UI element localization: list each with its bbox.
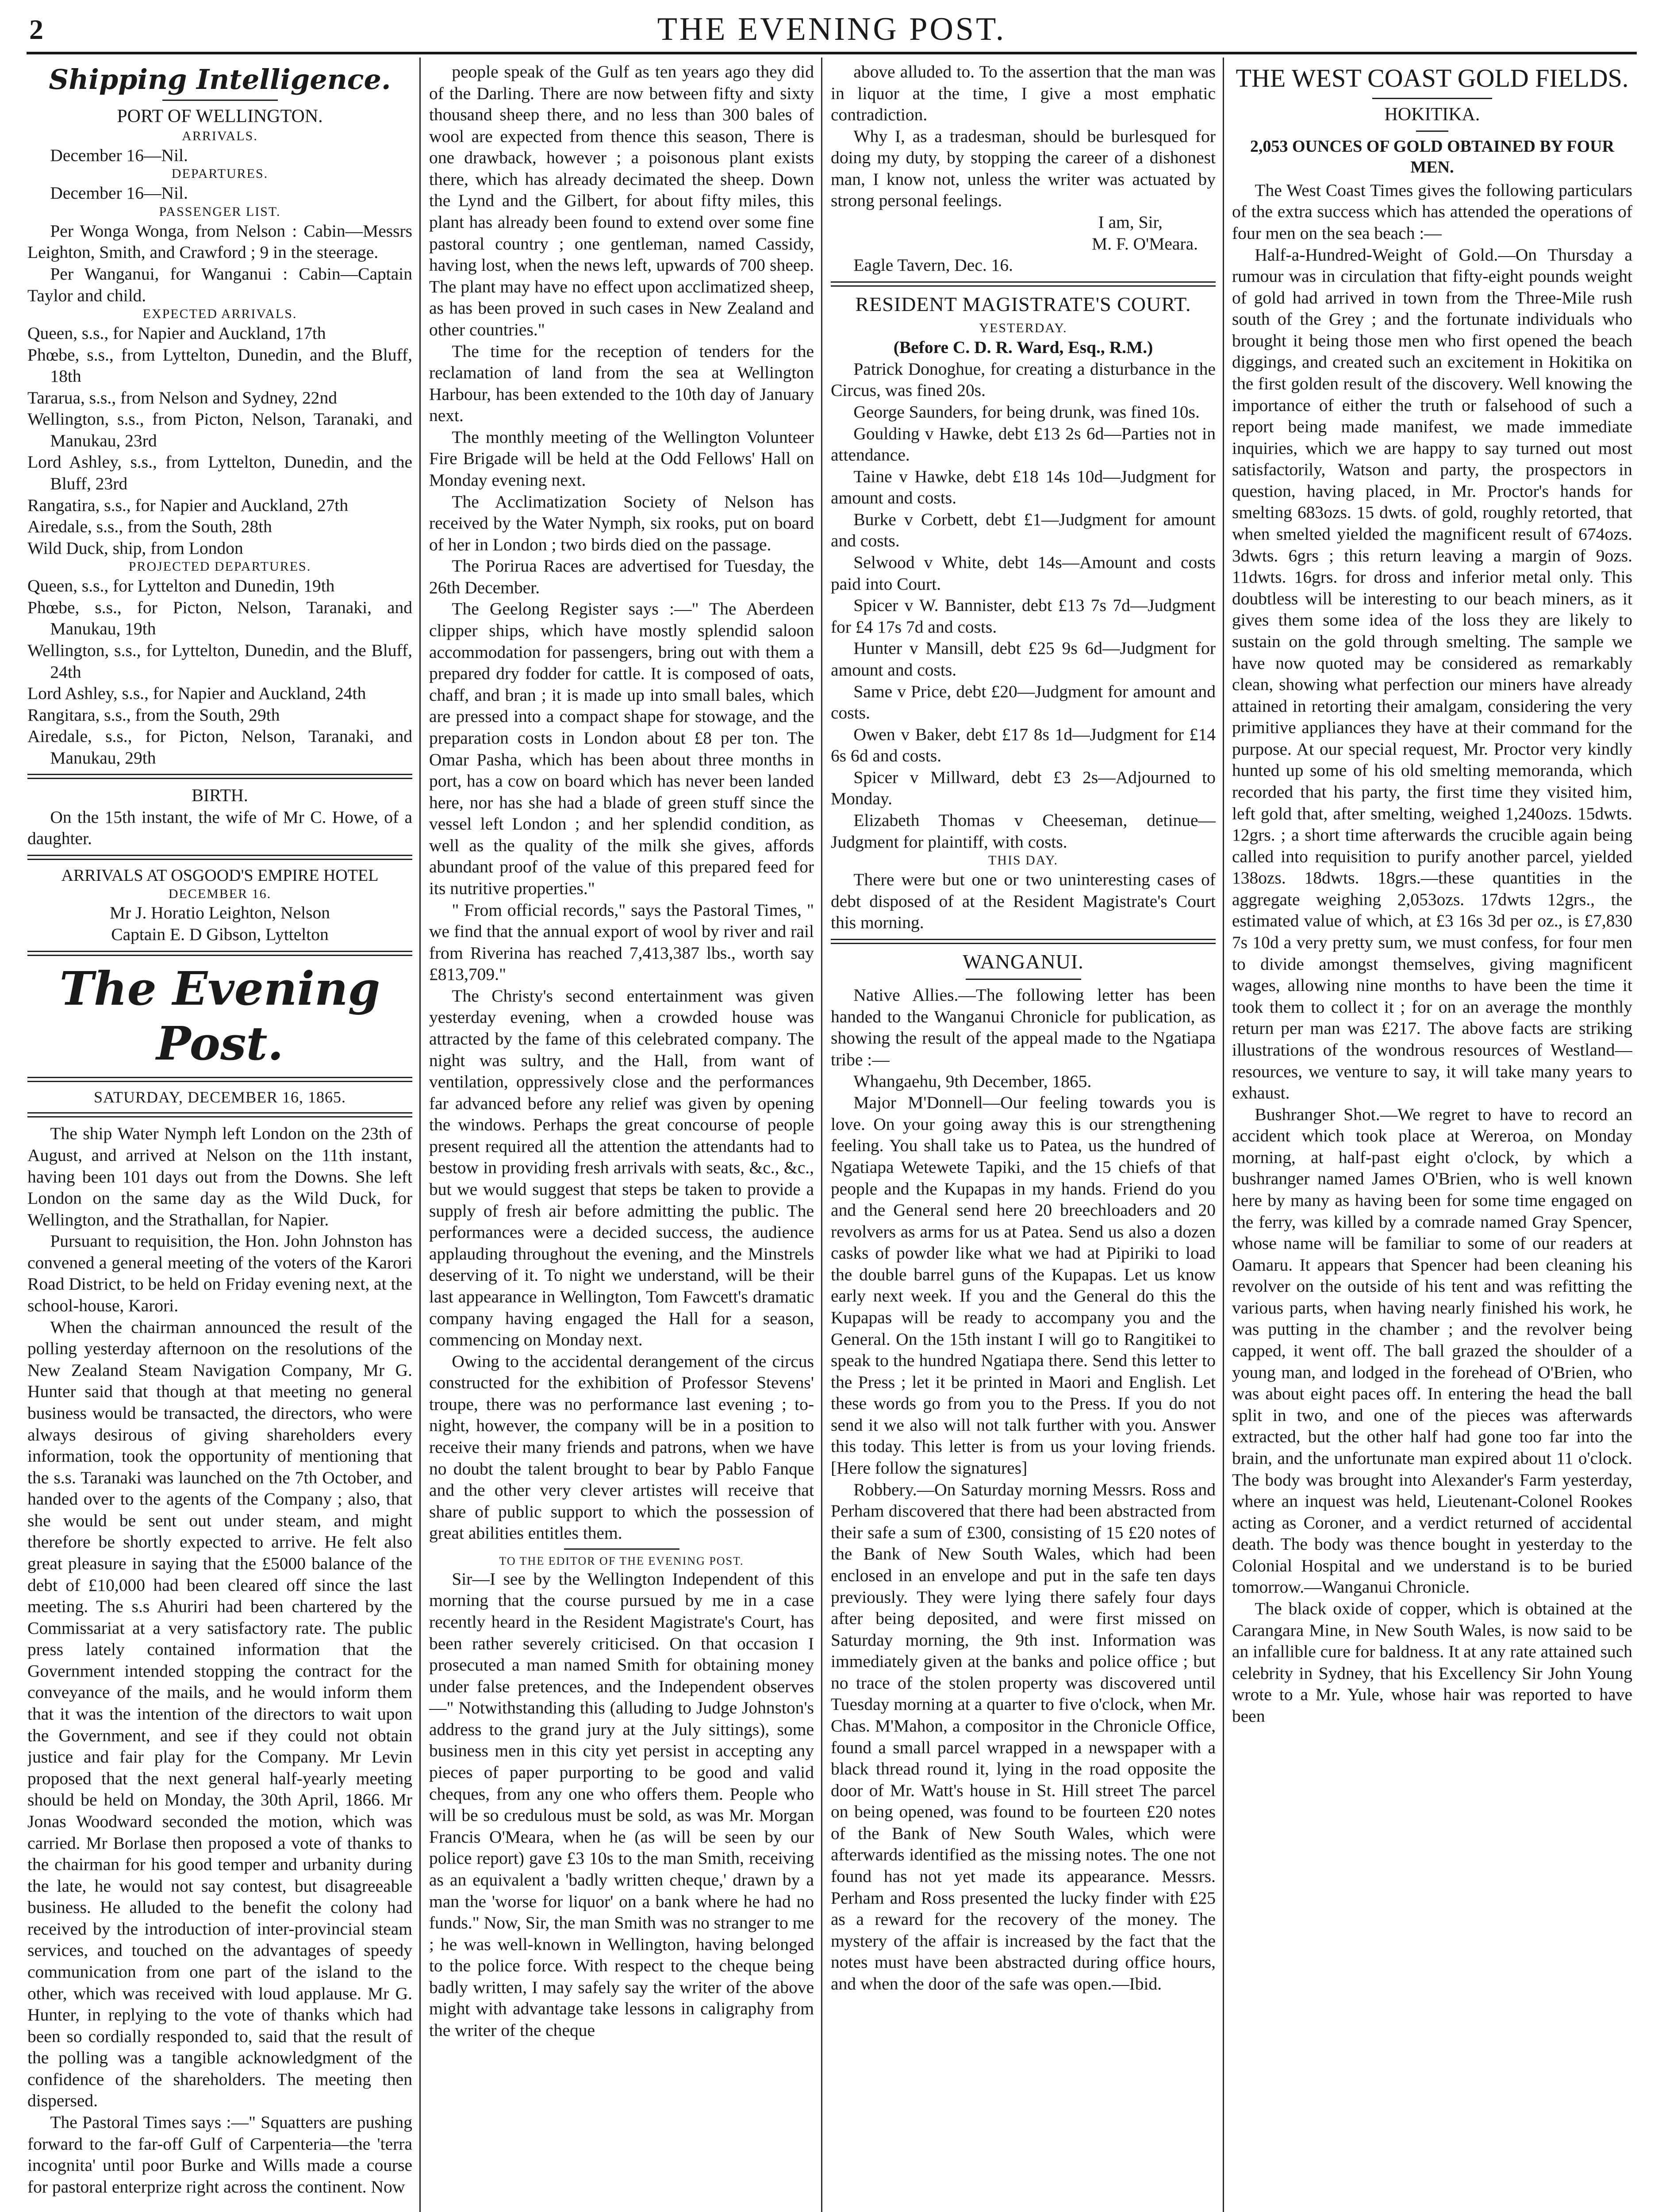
projected-departure-entry: Phœbe, s.s., for Picton, Nelson, Taranaki, and Manukau, 19th: [27, 597, 412, 639]
passenger-entry: Per Wanganui, for Wanganui : Cabin—Captain Taylor and child.: [27, 264, 412, 305]
arrivals-text: December 16—Nil.: [50, 145, 188, 165]
divider: [831, 939, 1216, 944]
court-case: Spicer v Millward, debt £3 2s—Adjourned to Monday.: [831, 767, 1216, 809]
news-paragraph: Major M'Donnell—Our feeling towards you is love. On your going away this is our strengthening feeling. You shall take us to Patea, us the hundred of Ngatiapa Wetewete Tapiki, and the 15 chiefs of that people and the Kupapas in my hands. Friend do you and the General send here 20 breechloaders and 20 revolvers as arms for us at Patea. Send us also a dozen casks of powder like what we had at Pipiriki to load the double barrel guns of the Kupapas. Let us know early next week. If you and the General do this the Kupapas will be ready to accompany you and the General. On the 15th instant I will go to Rangitikei to speak to the hundred Ngatiapa there. Send this letter to the Press ; let it be printed in Maori and English. Let these words go from you to the Press. If you do not send it we also will not talk further with you. Answer this today. This letter is from us your loving friends. [Here follow the signatures]: [831, 1093, 1216, 1478]
evening-post-nameplate: The Evening Post.: [59, 961, 380, 1071]
projected-departure-entry: Wellington, s.s., for Lyttelton, Dunedin, and the Bluff, 24th: [27, 640, 412, 682]
projected-departure-entry: Airedale, s.s., for Picton, Nelson, Taranaki, and Manukau, 29th: [27, 726, 412, 768]
divider: [1416, 131, 1448, 132]
projected-departure-entry: Rangitara, s.s., from the South, 29th: [27, 705, 280, 725]
divider: [27, 1112, 412, 1118]
court-cases: [831, 358, 1216, 853]
divider: [162, 100, 278, 101]
divider: [1372, 98, 1493, 99]
arrivals-label: ARRIVALS.: [182, 128, 258, 143]
paper-title: THE EVENING POST.: [657, 11, 1006, 47]
news-paragraph: Native Allies.—The following letter has been handed to the Wanganui Chronicle for publication, as showing the result of the appeal made to the Ngatiapa tribe :—: [831, 985, 1216, 1070]
port-heading: PORT OF WELLINGTON.: [117, 106, 323, 127]
court-case: Spicer v W. Bannister, debt £13 7s 7d—Judgment for £4 17s 7d and costs.: [831, 595, 1216, 637]
court-case: Patrick Donoghue, for creating a disturbance in the Circus, was fined 20s.: [831, 359, 1216, 400]
departures-text: December 16—Nil.: [50, 183, 188, 203]
news-paragraph: Bushranger Shot.—We regret to have to record an accident which took place at Wereroa, on Monday morning, at half-past eight o'clock, by which a bushranger named James O'Brien, who is well known here by many as having been for some time engaged on the ferry, was killed by a comrade named Gray Spencer, whose name will be familiar to some of our readers at Oamaru. It appears that Spencer had been cleaning his revolver on the outside of his tent and was refitting the various parts, when having nearly finished his work, he was putting in the chamber ; and the revolver being capped, it went off. The ball grazed the shoulder of a young man, and lodged in the forehead of O'Brien, who was about eight paces off. In entering the head the ball split in two, and one of the pieces was afterwards extracted, but the other half had gone too far into the brain, and the unfortunate man expired about 11 o'clock. The body was brought into Alexander's Farm yesterday, where an inquest was held, Lieutenant-Colonel Rookes acting as Coroner, and a verdict returned of accidental death. The body was thence bought in yesterday to the Colonial Hospital and we understand is to be buried tomorrow.—Wanganui Chronicle.: [1232, 1104, 1632, 1597]
court-case: Selwood v White, debt 14s—Amount and costs paid into Court.: [831, 553, 1216, 594]
projected-departures-label: PROJECTED DEPARTURES.: [128, 559, 311, 574]
news-paragraph: The Christy's second entertainment was given yesterday evening, when a crowded house was attracted by the fame of this celebrated company. The night was sultry, and the Hall, from want of ventilation, oppressively close and the performances far advanced before any relief was given by opening the windows. Perhaps the great concourse of people present required all the attention the attendants had to bestow in providing fresh arrivals with seats, &c., &c., but we would suggest that steps be taken to provide a supply of fresh air before admitting the public. The performances were a decided success, the audience applauding throughout the evening, and the Minstrels deserving of it. To night we understand, will be their last appearance in Wellington, Tom Fawcett's dramatic company having engaged the Hall for a season, commencing on Monday next.: [429, 986, 814, 1350]
news-paragraph: Whangaehu, 9th December, 1865.: [853, 1071, 1092, 1091]
column-4: [1232, 61, 1632, 2212]
hotel-guest: Mr J. Horatio Leighton, Nelson: [109, 903, 330, 923]
news-paragraph: " From official records," says the Pastoral Times, " we find that the annual export of wool by river and rail from Riverina has reached 7,413,387 lbs., worth say £813,709.": [429, 900, 814, 984]
court-case: Goulding v Hawke, debt £13 2s 6d—Parties not in attendance.: [831, 423, 1216, 465]
gold-fields-heading: THE WEST COAST GOLD FIELDS.: [1236, 64, 1629, 92]
letter-signature: M. F. O'Meara.: [1092, 234, 1198, 253]
expected-arrivals-list: [27, 323, 412, 559]
news-paragraph: When the chairman announced the result of the polling yesterday afternoon on the resolutions of the New Zealand Steam Navigation Company, Mr G. Hunter said that though at that meeting no general business would be transacted, the directors, who were always desirous of giving shareholders every information, took the opportunity of mentioning that the s.s. Taranaki was launched on the 7th October, and handed over to the agents of the Company ; also, that she would be sent out under steam, and might therefore be shortly expected to arrive. He felt also great pleasure in saying that the £5000 balance of the debt of £10,000 had been cleared off since the last meeting. The s.s Ahuriri had been chartered by the Commissariat at a very satisfactory rate. The public press lately contained information that the Government intended stopping the contract for the conveyance of the mails, and he would inform them that it was the intention of the directors to wait upon the Government, and see if they could not obtain justice and fair play for the Company. Mr Levin proposed that the next general half-yearly meeting should be held on Monday, the 30th April, 1866. Mr Jonas Woodward seconded the motion, which was carried. Mr Borlase then proposed a vote of thanks to the chairman for his good temper and urbanity during the late, he would not say contest, but disagreeable business. He alluded to the benefit the colony had received by the introduction of inter-provincial steam services, and touched on the advantages of speedy communication from one part of the island to the other, which was received with loud applause. Mr G. Hunter, in replying to the vote of thanks which had been so cordially responded to, said that the result of the polling was a tangible acknowledgment of the confidence of the shareholders. The meeting then dispersed.: [27, 1317, 412, 2111]
court-case: Owen v Baker, debt £17 8s 1d—Judgment for £14 6s 6d and costs.: [831, 724, 1216, 766]
passenger-entry: Per Wonga Wonga, from Nelson : Cabin—Messrs Leighton, Smith, and Crawford ; 9 in the steerage.: [27, 221, 412, 262]
court-case: Burke v Corbett, debt £1—Judgment for amount and costs.: [831, 509, 1216, 551]
expected-arrival-entry: Airedale, s.s., from the South, 28th: [27, 517, 272, 537]
column-1: [27, 61, 412, 2212]
gold-fields-paragraphs: [1232, 180, 1632, 1727]
letter-to-editor: [429, 1568, 814, 2041]
letter-continuation: [831, 61, 1216, 211]
expected-arrival-entry: Queen, s.s., for Napier and Auckland, 17th: [27, 323, 326, 343]
column-rule: [1223, 58, 1224, 2212]
hotel-heading: ARRIVALS AT OSGOOD'S EMPIRE HOTEL: [61, 866, 379, 885]
birth-notice: On the 15th instant, the wife of Mr C. Howe, of a daughter.: [27, 807, 412, 849]
news-paragraph: The monthly meeting of the Wellington Volunteer Fire Brigade will be held at the Odd Fellows' Hall on Monday evening next.: [429, 427, 814, 490]
letter-signoff: I am, Sir,: [1098, 212, 1163, 232]
expected-arrival-entry: Wellington, s.s., from Picton, Nelson, Taranaki, and Manukau, 23rd: [27, 409, 412, 450]
projected-departures-list: [27, 575, 412, 768]
news-paragraph: The black oxide of copper, which is obtained at the Carangara Mine, in New South Wales, is now said to be an infallible cure for baldness. It at any rate attained such celebrity in Sydney, that his Excellency Sir John Young wrote to a Mr. Yule, whose hair was reported to have been: [1232, 1598, 1632, 1726]
news-paragraph: The Geelong Register says :—" The Aberdeen clipper ships, which have mostly splendid saloon accommodation for passengers, bring out with them a prepared dry fodder for cattle. It is composed of oats, chaff, and bran ; it is made up into small bales, which are pressed into a compact shape for stowage, and the preparation costs in London about £8 per ton. The Omar Pasha, which has been about three months in port, has a cow on board which has never been landed here, nor has she had a blade of green stuff since the vessel left London ; and her splendid condition, as well as the quality of the milk she gives, affords abundant proof of the value of this prepared feed for its nutritive properties.": [429, 599, 814, 898]
news-paragraphs: [429, 61, 814, 1544]
passenger-list-label: PASSENGER LIST.: [159, 204, 281, 219]
court-day: YESTERDAY.: [979, 321, 1067, 336]
expected-arrival-entry: Tararua, s.s., from Nelson and Sydney, 22nd: [27, 388, 338, 407]
letter-place: Eagle Tavern, Dec. 16.: [853, 255, 1013, 275]
divider: [27, 951, 412, 956]
news-paragraph: people speak of the Gulf as ten years ago they did of the Darling. There are now between fifty and sixty thousand sheep there, and no less than 300 bales of wool are expected from thence this season, There is one drawback, however ; a poisonous plant exists there, which has already decimated the sheep. Down the Lynd and the Gilbert, for about fifty miles, this plant has already been found to extend over some fine pastoral country ; one gentleman, named Cassidy, having lost, when the news left, upwards of 700 sheep. The plant may have no effect upon acclimatized sheep, as has been proved in such cases in New Zealand and other countries.": [429, 62, 814, 339]
court-heading: RESIDENT MAGISTRATE'S COURT.: [855, 292, 1191, 315]
letter-paragraph: Sir—I see by the Wellington Independent of this morning that the course pursued by me in a case recently heard in the Resident Magistrate's Court, has been rather severely criticised. On that occasion I prosecuted a man named Smith for obtaining money under false pretences, and the Independent observes —" Notwithstanding this (alluding to Judge Johnston's address to the grand jury at the July sittings), some business men in this city yet persist in accepting any pieces of paper purporting to be good and valid cheques, from any one who offers them. People who will be so credulous must be sold, as was Mr. Morgan Francis O'Meara, when he (as will be seen by our police report) gave £3 10s to the man Smith, receiving as an equivalent a 'badly written cheque,' drawn by a man the 'worse for liquor' on a bank where he had no funds." Now, Sir, the man Smith was no stranger to me ; he was well-known in Wellington, having belonged to the police force. With respect to the cheque being badly written, I may safely say the writer of the above might with advantage take lessons in caligraphy from the writer of the cheque: [429, 1569, 814, 2040]
divider: [27, 774, 412, 779]
masthead: [27, 10, 1637, 54]
news-paragraph: The time for the reception of tenders for the reclamation of land from the sea at Wellington Harbour, has been extended to the 10th day of January next.: [429, 341, 814, 426]
hokitika-heading: HOKITIKA.: [1384, 104, 1480, 125]
divider: [27, 1077, 412, 1082]
letter-paragraph: above alluded to. To the assertion that the man was in liquor at the time, I give a most emphatic contradiction.: [831, 62, 1216, 125]
birth-heading: BIRTH.: [192, 785, 248, 806]
gold-subheading: 2,053 OUNCES OF GOLD OBTAINED BY FOUR MEN.: [1250, 137, 1615, 177]
divider: [831, 281, 1216, 287]
projected-departure-entry: Queen, s.s., for Lyttelton and Dunedin, 19th: [27, 576, 335, 596]
news-paragraph: Owing to the accidental derangement of the circus constructed for the exhibition of Professor Stevens' troupe, there was no performance last evening ; to-night, however, the company will be in a position to receive their many friends and patrons, when we have no doubt the talent brought to bear by Pablo Fanque and the other very clever artistes will receive that share of public support to which the possession of great abilities entitles them.: [429, 1351, 814, 1543]
court-case: Same v Price, debt £20—Judgment for amount and costs.: [831, 681, 1216, 723]
divider: [564, 1548, 679, 1550]
court-case: George Saunders, for being drunk, was fined 10s.: [853, 402, 1200, 422]
letter-heading: TO THE EDITOR OF THE EVENING POST.: [499, 1554, 744, 1567]
news-paragraph: Pursuant to requisition, the Hon. John Johnston has convened a general meeting of the voters of the Karori Road District, to be held on Friday evening next, at the school-house, Karori.: [27, 1231, 412, 1316]
wanganui-heading: WANGANUI.: [963, 950, 1084, 973]
shipping-heading: Shipping Intelligence.: [49, 63, 391, 96]
court-case: Hunter v Mansill, debt £25 9s 6d—Judgment for amount and costs.: [831, 638, 1216, 680]
column-2: [429, 61, 814, 2212]
news-paragraph: Half-a-Hundred-Weight of Gold.—On Thursday a rumour was in circulation that fifty-eight pounds weight of gold had arrived in town from the Three-Mile rush south of the Grey ; and the fortunate individuals who brought it being those men who first opened the beach diggings, and created such an excitement in Hokitika on the first golden result of the discovery. Well knowing the importance of either the truth or falsehood of such a report being made manifest, we made immediate inquiries, which we are happy to say turned out most satisfactorily, Watson and party, the prospectors in question, having placed, in Mr. Proctor's hands for smelting 683ozs. 15 dwts. of gold, roughly retorted, that when smelted yielded the magnificent result of 674ozs. 3dwts. 6grs ; this return leaving a margin of 9ozs. 11dwts. 16grs. for dross and inferior metal only. This doubtless will be interesting to our beach miners, as it gives them some idea of the loss they are likely to sustain on the gold through smelting. The sample we have now quoted may be considered as remarkably clean, showing what perfection our miners have already attained in retorting their amalgam, considering the very primitive appliances they have at their command for the purpose. At our special request, Mr. Proctor very kindly hunted up some of his old smelting memoranda, which recorded that his party, the first time they visited him, left gold that, after smelting, weighed 1,240ozs. 15dwts. 12grs. ; a short time afterwards the crucible again being called into requisition to purify another parcel, yielded 138ozs. 18dwts. 18grs.—these quantities in the aggregate weighing 2,053ozs. 17dwts 12grs., the estimated value of which, at £3 16s 3d per oz., is £7,830 7s 10d a very pretty sum, we must confess, for four men to divide amongst themselves, giving magnificent wages, allowing nine months to have been the time it took them to collect it ; for on an average the monthly return per man was £217. The above facts are striking illustrations of the wondrous resources of Westland—resources, we venture to say, it will take many years to exhaust.: [1232, 245, 1632, 1103]
divider: [966, 979, 1081, 980]
hotel-guest: Captain E. D Gibson, Lyttelton: [111, 924, 329, 944]
news-paragraph: The West Coast Times gives the following particulars of the extra success which has attended the operations of four men on the sea beach :—: [1232, 180, 1632, 243]
projected-departure-entry: Lord Ashley, s.s., for Napier and Auckland, 24th: [27, 684, 366, 703]
news-paragraph: The Acclimatization Society of Nelson has received by the Water Nymph, six rooks, put on board of her in London ; two birds died on the passage.: [429, 492, 814, 554]
passenger-list: [27, 220, 412, 306]
expected-arrival-entry: Rangatira, s.s., for Napier and Auckland, 27th: [27, 495, 349, 515]
departures-label: DEPARTURES.: [171, 166, 269, 181]
wanganui-paragraphs: [831, 984, 1216, 1994]
court-case: Elizabeth Thomas v Cheeseman, detinue—Judgment for plaintiff, with costs.: [831, 810, 1216, 852]
expected-arrival-entry: Lord Ashley, s.s., from Lyttelton, Dunedin, and the Bluff, 23rd: [27, 452, 412, 494]
news-paragraph: The Pastoral Times says :—" Squatters are pushing forward to the far-off Gulf of Carpenteria—the 'terra incognita' until poor Burke and Wills made a course for pastoral enterprize right across the continent. Now: [27, 2112, 412, 2197]
divider: [27, 855, 412, 860]
this-day-text: There were but one or two uninteresting cases of debt disposed of at the Resident Magistrate's Court this morning.: [831, 870, 1216, 933]
page-number: 2: [29, 14, 43, 45]
editorial-paragraphs: [27, 1123, 412, 2197]
this-day-label: THIS DAY.: [988, 853, 1059, 868]
dateline: SATURDAY, DECEMBER 16, 1865.: [93, 1088, 346, 1106]
court-before: (Before C. D. R. Ward, Esq., R.M.): [893, 338, 1153, 357]
news-paragraph: Robbery.—On Saturday morning Messrs. Ross and Perham discovered that there had been abstracted from their safe a sum of £300, consisting of 15 £20 notes of the Bank of New South Wales, which had been enclosed in an envelope and put in the safe ten days previously. They were lying there safely four days after being deposited, and were first missed on Saturday morning, the 9th inst. Information was immediately given at the banks and police office ; but no trace of the stolen property was discovered until Tuesday morning at a quarter to five o'clock, when Mr. Chas. M'Mahon, a compositor in the Chronicle Office, found a small parcel wrapped in a newspaper with a black thread round it, lying in the road opposite the door of Mr. Watt's house in St. Hill street The parcel on being opened, was found to be fourteen £20 notes of the Bank of New South Wales, which were afterwards identified as the missing notes. The one not found has not yet made its appearance. Messrs. Perham and Ross presented the lucky finder with £25 as a reward for the recovery of the money. The mystery of the affair is increased by the fact that the notes must have been abstracted during office hours, and when the door of the safe was open.—Ibid.: [831, 1479, 1216, 1993]
expected-arrival-entry: Phœbe, s.s., from Lyttelton, Dunedin, and the Bluff, 18th: [27, 345, 412, 386]
hotel-date: DECEMBER 16.: [168, 886, 272, 901]
news-paragraph: The ship Water Nymph left London on the 23th of August, and arrived at Nelson on the 11th instant, having been 101 days out from the Downs. She left London on the same day as the Wild Duck, for Wellington, and the Strathallan, for Napier.: [27, 1124, 412, 1229]
column-rule: [821, 58, 822, 2212]
news-paragraph: The Porirua Races are advertised for Tuesday, the 26th December.: [429, 556, 814, 597]
letter-paragraph: Why I, as a tradesman, should be burlesqued for doing my duty, by stopping the career of a dishonest man, I know not, unless the writer was actuated by strong personal feelings.: [831, 126, 1216, 211]
expected-arrival-entry: Wild Duck, ship, from London: [27, 538, 243, 558]
column-3: [831, 61, 1216, 2212]
column-rule: [419, 58, 421, 2212]
expected-arrivals-label: EXPECTED ARRIVALS.: [142, 307, 297, 322]
court-case: Taine v Hawke, debt £18 14s 10d—Judgment for amount and costs.: [831, 466, 1216, 508]
hotel-guest-list: [27, 902, 412, 945]
